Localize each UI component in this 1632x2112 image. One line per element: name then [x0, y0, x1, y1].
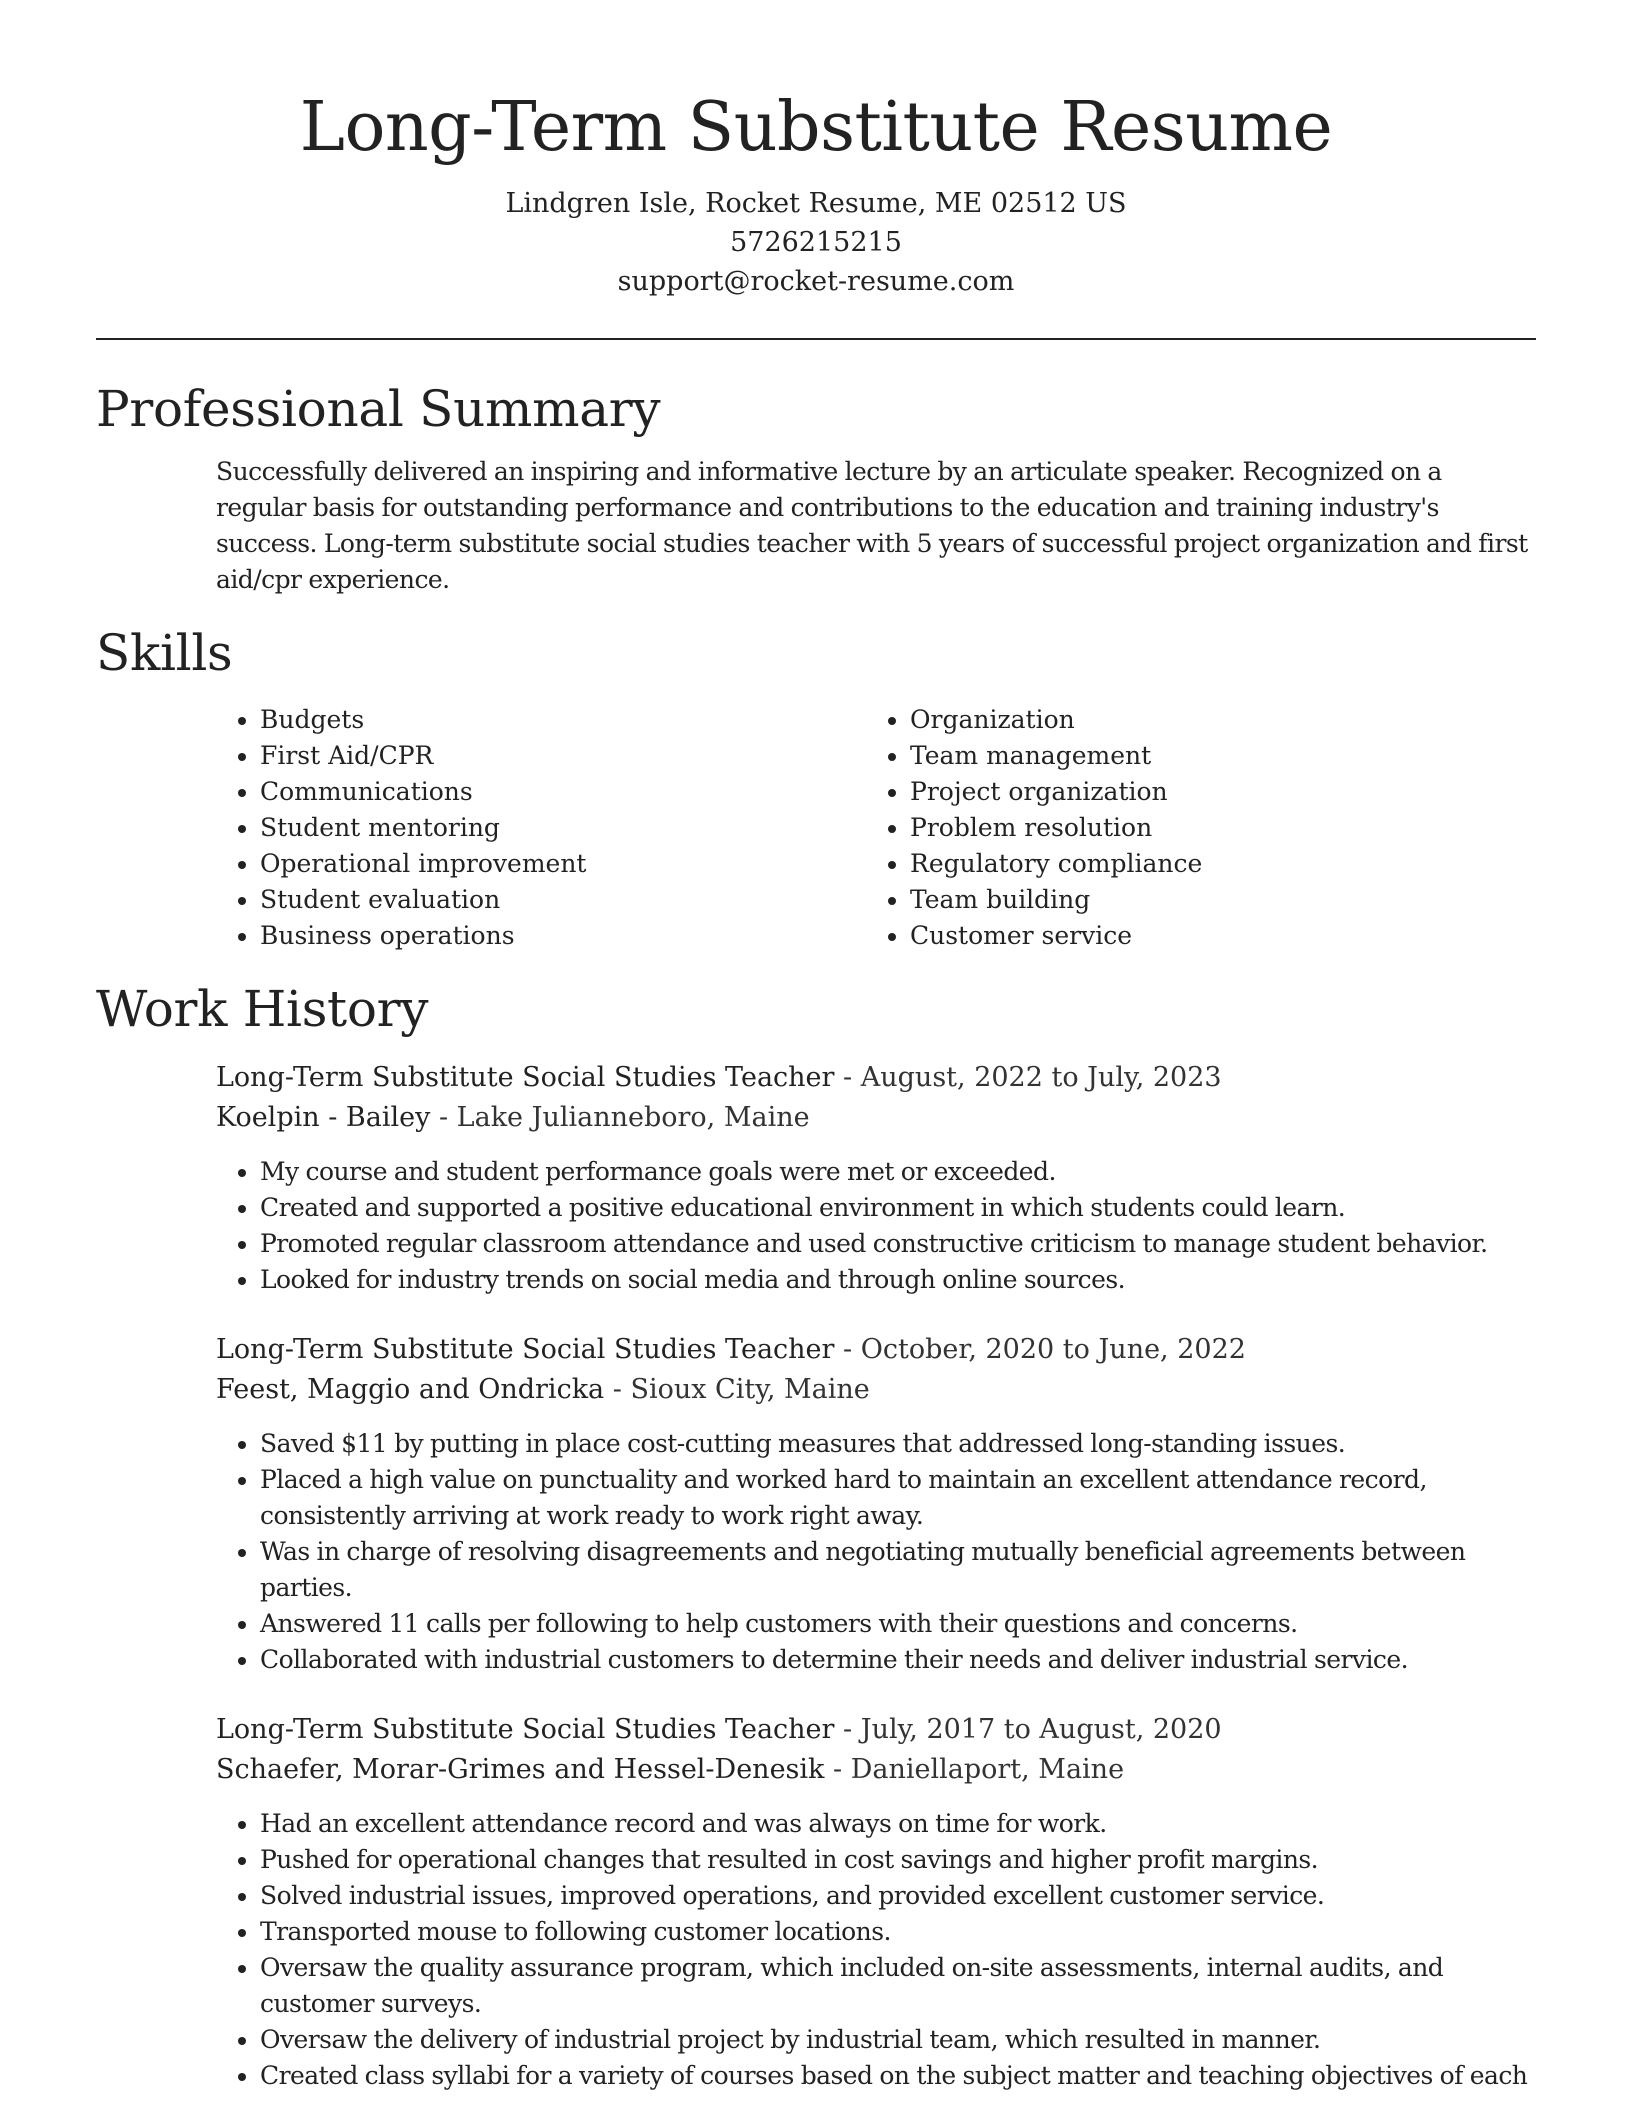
resume-page: [96, 0, 1536, 2094]
skills-column-right: [866, 702, 1516, 954]
skill-item: • Project organization: [910, 774, 1516, 810]
job-bullet: • Answered 11 calls per following to help customers with their questions and concerns.: [260, 1606, 1536, 1642]
job-location: Lake Julianneboro, Maine: [456, 1102, 810, 1133]
skills-grid: [216, 702, 1536, 954]
job-location: Sioux City, Maine: [630, 1374, 870, 1405]
skill-item: • Budgets: [260, 702, 866, 738]
job-bullets: [216, 1154, 1536, 1298]
job-bullets: [216, 1426, 1536, 1678]
job-bullet: • Created and supported a positive educational environment in which students could learn.: [260, 1190, 1536, 1226]
skill-item: • Operational improvement: [260, 846, 866, 882]
job-bullet: • Had an excellent attendance record and was always on time for work.: [260, 1806, 1536, 1842]
separator: -: [833, 1754, 843, 1785]
job-bullet: • Looked for industry trends on social media and through online sources.: [260, 1262, 1536, 1298]
contact-phone: 5726215215: [730, 227, 902, 258]
section-heading-skills: Skills: [96, 624, 233, 682]
resume-title: Long-Term Substitute Resume: [299, 88, 1333, 167]
summary-text: Successfully delivered an inspiring and informative lecture by an articulate speaker. Recognized on a regular basis for outstanding performance and contributions to the education and training industry's success. Long-term substitute social studies teacher with 5 years of successful project organization and first aid/cpr experience.: [216, 457, 1528, 594]
job-title: Long-Term Substitute Social Studies Teacher: [216, 1062, 835, 1093]
job-title-line: [216, 1058, 1536, 1098]
contact-block: [96, 184, 1536, 301]
job-dates: October, 2020 to June, 2022: [860, 1334, 1246, 1365]
job-bullet: • Created class syllabi for a variety of courses based on the subject matter and teaching objectives of each: [260, 2058, 1536, 2094]
section-heading-summary: Professional Summary: [96, 380, 661, 438]
job-bullet: • Placed a high value on punctuality and worked hard to maintain an excellent attendance record, consistently arriving at work ready to work right away.: [260, 1462, 1536, 1534]
job-bullet: • My course and student performance goals were met or exceeded.: [260, 1154, 1536, 1190]
separator: -: [438, 1102, 449, 1133]
skills-section: [96, 622, 1536, 954]
skill-item: • Business operations: [260, 918, 866, 954]
work-history-section: [96, 978, 1536, 2094]
job-bullet: • Was in charge of resolving disagreements and negotiating mutually beneficial agreements between parties.: [260, 1534, 1536, 1606]
skill-item: • Student mentoring: [260, 810, 866, 846]
skill-item: • Problem resolution: [910, 810, 1516, 846]
separator: -: [843, 1062, 853, 1093]
job-bullet: • Saved $11 by putting in place cost-cutting measures that addressed long-standing issues.: [260, 1426, 1536, 1462]
skill-item: • First Aid/CPR: [260, 738, 866, 774]
job-bullet: • Pushed for operational changes that resulted in cost savings and higher profit margins.: [260, 1842, 1536, 1878]
job-bullet: • Oversaw the delivery of industrial project by industrial team, which resulted in manner.: [260, 2022, 1536, 2058]
job-bullets: [216, 1806, 1536, 2094]
job-bullet: • Transported mouse to following customer locations.: [260, 1914, 1536, 1950]
skill-item: • Team management: [910, 738, 1516, 774]
job-company-line: [216, 1750, 1536, 1790]
job-dates: July, 2017 to August, 2020: [860, 1714, 1222, 1745]
job-company: Feest, Maggio and Ondricka: [216, 1374, 605, 1405]
section-heading-work: Work History: [96, 980, 429, 1038]
skill-item: • Customer service: [910, 918, 1516, 954]
job-bullet: • Oversaw the quality assurance program, which included on-site assessments, internal audits, and customer surveys.: [260, 1950, 1536, 2022]
separator: -: [843, 1334, 853, 1365]
header-divider: [96, 338, 1536, 340]
job-company-line: [216, 1098, 1536, 1138]
job-company: Schaefer, Morar-Grimes and Hessel-Denesik: [216, 1754, 825, 1785]
job-title: Long-Term Substitute Social Studies Teacher: [216, 1714, 835, 1745]
job-title-line: [216, 1710, 1536, 1750]
job-company: Koelpin - Bailey: [216, 1102, 431, 1133]
contact-email: support@rocket-resume.com: [617, 266, 1015, 297]
job-location: Daniellaport, Maine: [850, 1754, 1125, 1785]
skill-item: • Communications: [260, 774, 866, 810]
skill-item: • Organization: [910, 702, 1516, 738]
skills-column-left: [216, 702, 866, 954]
job-entry: [216, 1058, 1536, 1298]
job-entry: [216, 1710, 1536, 2094]
job-entry: [216, 1330, 1536, 1678]
job-bullet: • Collaborated with industrial customers to determine their needs and deliver industrial service.: [260, 1642, 1536, 1678]
professional-summary-section: [96, 378, 1536, 598]
job-title-line: [216, 1330, 1536, 1370]
skill-item: • Student evaluation: [260, 882, 866, 918]
job-bullet: • Solved industrial issues, improved operations, and provided excellent customer service.: [260, 1878, 1536, 1914]
skill-item: • Regulatory compliance: [910, 846, 1516, 882]
job-dates: August, 2022 to July, 2023: [860, 1062, 1222, 1093]
separator: -: [843, 1714, 853, 1745]
job-company-line: [216, 1370, 1536, 1410]
separator: -: [612, 1374, 622, 1405]
contact-address: Lindgren Isle, Rocket Resume, ME 02512 US: [505, 188, 1127, 219]
job-bullet: • Promoted regular classroom attendance and used constructive criticism to manage student behavior.: [260, 1226, 1536, 1262]
skill-item: • Team building: [910, 882, 1516, 918]
job-title: Long-Term Substitute Social Studies Teacher: [216, 1334, 835, 1365]
